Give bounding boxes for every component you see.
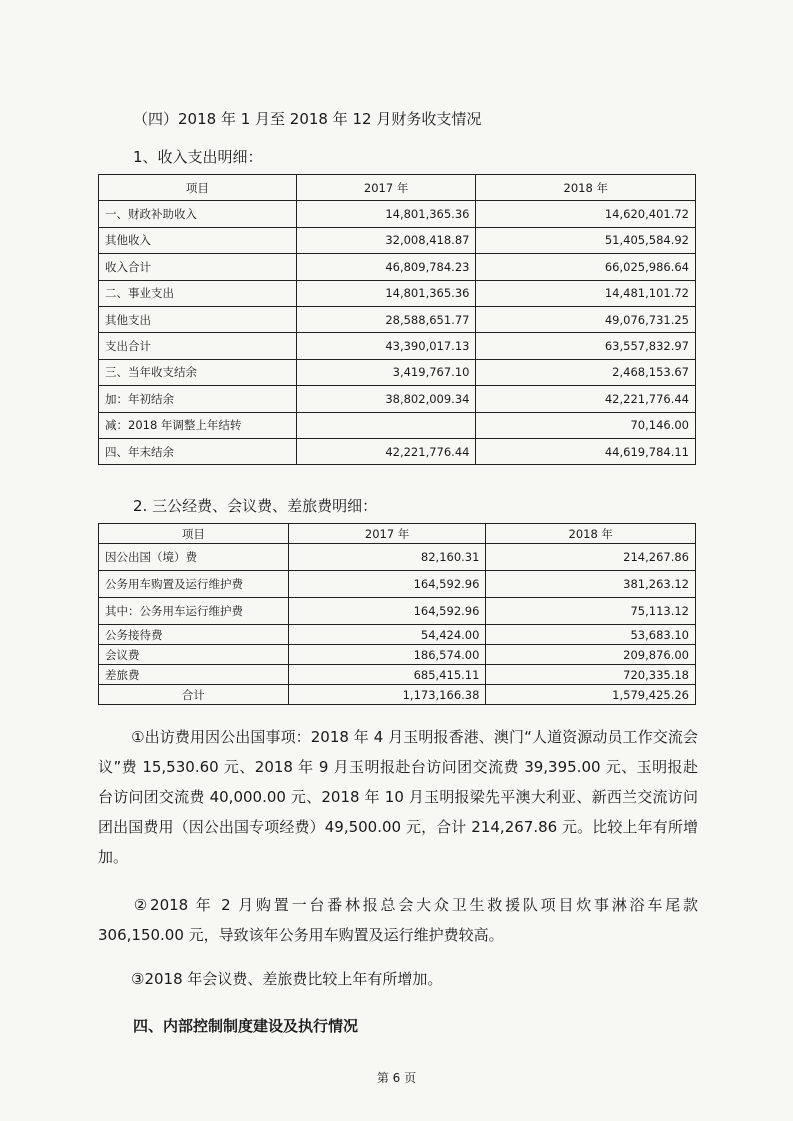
value-2017: 1,173,166.38 — [288, 685, 486, 705]
table-row — [99, 571, 696, 598]
income-expense-subtitle: 1、收入支出明细： — [133, 148, 263, 166]
table-header-row — [99, 524, 696, 544]
value-2018: 720,335.18 — [486, 665, 696, 685]
section-4-title: 四、内部控制制度建设及执行情况 — [133, 1017, 359, 1035]
value-2018: 63,557,832.97 — [476, 333, 696, 359]
value-2017: 186,574.00 — [288, 645, 486, 665]
page-number: 第 6 页 — [376, 1071, 417, 1085]
value-2018: 70,146.00 — [476, 412, 696, 438]
value-2018: 53,683.10 — [486, 625, 696, 645]
row-label: 会议费 — [99, 645, 289, 665]
value-2018: 1,579,425.26 — [486, 685, 696, 705]
row-label: 减：2018 年调整上年结转 — [99, 412, 297, 438]
row-label: 三、当年收支结余 — [99, 359, 297, 385]
row-label: 加：年初结余 — [99, 386, 297, 412]
table-row — [99, 665, 696, 685]
table-row — [99, 625, 696, 645]
table-header-row — [99, 175, 696, 201]
value-2018: 51,405,584.92 — [476, 227, 696, 253]
value-2018: 209,876.00 — [486, 645, 696, 665]
value-2017 — [296, 412, 476, 438]
header-2018: 2018 年 — [486, 524, 696, 544]
value-2017: 3,419,767.10 — [296, 359, 476, 385]
value-2018: 381,263.12 — [486, 571, 696, 598]
note-paragraph-2 — [98, 890, 698, 950]
row-label: 二、事业支出 — [99, 280, 297, 306]
table-row — [99, 412, 696, 438]
table-row — [99, 280, 696, 306]
row-label: 公务接待费 — [99, 625, 289, 645]
table-row — [99, 438, 696, 464]
note-2-text: ②2018 年 2 月购置一台番林报总会大众卫生救援队项目炊事淋浴车尾款 306,150.00 元，导致该年公务用车购置及运行维护费较高。 — [98, 896, 698, 944]
value-2017: 42,221,776.44 — [296, 438, 476, 464]
row-label: 合计 — [99, 685, 289, 705]
expense-detail-subtitle: 2. 三公经费、会议费、差旅费明细： — [133, 497, 378, 515]
table-row — [99, 306, 696, 332]
value-2018: 66,025,986.64 — [476, 254, 696, 280]
row-label: 一、财政补助收入 — [99, 201, 297, 227]
table-row — [99, 201, 696, 227]
value-2017: 14,801,365.36 — [296, 280, 476, 306]
note-paragraph-3 — [98, 964, 698, 994]
table-total-row — [99, 685, 696, 705]
value-2018: 75,113.12 — [486, 598, 696, 625]
header-2018: 2018 年 — [476, 175, 696, 201]
income-expense-table — [98, 174, 696, 465]
value-2017: 32,008,418.87 — [296, 227, 476, 253]
value-2017: 54,424.00 — [288, 625, 486, 645]
expense-detail-table — [98, 523, 696, 705]
table-row — [99, 645, 696, 665]
value-2018: 14,481,101.72 — [476, 280, 696, 306]
header-item: 项目 — [99, 175, 297, 201]
value-2017: 46,809,784.23 — [296, 254, 476, 280]
table-row — [99, 254, 696, 280]
value-2018: 2,468,153.67 — [476, 359, 696, 385]
value-2017: 43,390,017.13 — [296, 333, 476, 359]
value-2017: 164,592.96 — [288, 598, 486, 625]
table-row — [99, 386, 696, 412]
table-row — [99, 598, 696, 625]
note-1-text: ①出访费用因公出国事项：2018 年 4 月玉明报香港、澳门“人道资源动员工作交流会议”费 15,530.60 元、2018 年 9 月玉明报赴台访问团交流费 39,395.00 元、玉明报赴台访问团交流费 40,000.00 元、2018 年 10 月玉明报梁先平澳大利亚、新西兰交流访问团出国费用（因公出国专项经费）49,500.00 元，合计 214,267.86 元。比较上年有所增加。 — [98, 728, 698, 866]
row-label: 支出合计 — [99, 333, 297, 359]
value-2017: 82,160.31 — [288, 544, 486, 571]
row-label: 其他支出 — [99, 306, 297, 332]
header-2017: 2017 年 — [288, 524, 486, 544]
row-label: 公务用车购置及运行维护费 — [99, 571, 289, 598]
table-row — [99, 227, 696, 253]
row-label: 收入合计 — [99, 254, 297, 280]
value-2017: 164,592.96 — [288, 571, 486, 598]
row-label: 差旅费 — [99, 665, 289, 685]
value-2017: 685,415.11 — [288, 665, 486, 685]
value-2018: 14,620,401.72 — [476, 201, 696, 227]
value-2017: 38,802,009.34 — [296, 386, 476, 412]
value-2018: 42,221,776.44 — [476, 386, 696, 412]
row-label: 四、年末结余 — [99, 438, 297, 464]
row-label: 其中：公务用车运行维护费 — [99, 598, 289, 625]
value-2018: 44,619,784.11 — [476, 438, 696, 464]
table-row — [99, 333, 696, 359]
value-2017: 28,588,651.77 — [296, 306, 476, 332]
table-row — [99, 359, 696, 385]
row-label: 因公出国（境）费 — [99, 544, 289, 571]
section-title: （四）2018 年 1 月至 2018 年 12 月财务收支情况 — [133, 110, 482, 128]
row-label: 其他收入 — [99, 227, 297, 253]
value-2018: 214,267.86 — [486, 544, 696, 571]
value-2018: 49,076,731.25 — [476, 306, 696, 332]
header-item: 项目 — [99, 524, 289, 544]
note-3-text: ③2018 年会议费、差旅费比较上年有所增加。 — [131, 970, 443, 988]
table-row — [99, 544, 696, 571]
value-2017: 14,801,365.36 — [296, 201, 476, 227]
note-paragraph-1 — [98, 722, 698, 872]
header-2017: 2017 年 — [296, 175, 476, 201]
